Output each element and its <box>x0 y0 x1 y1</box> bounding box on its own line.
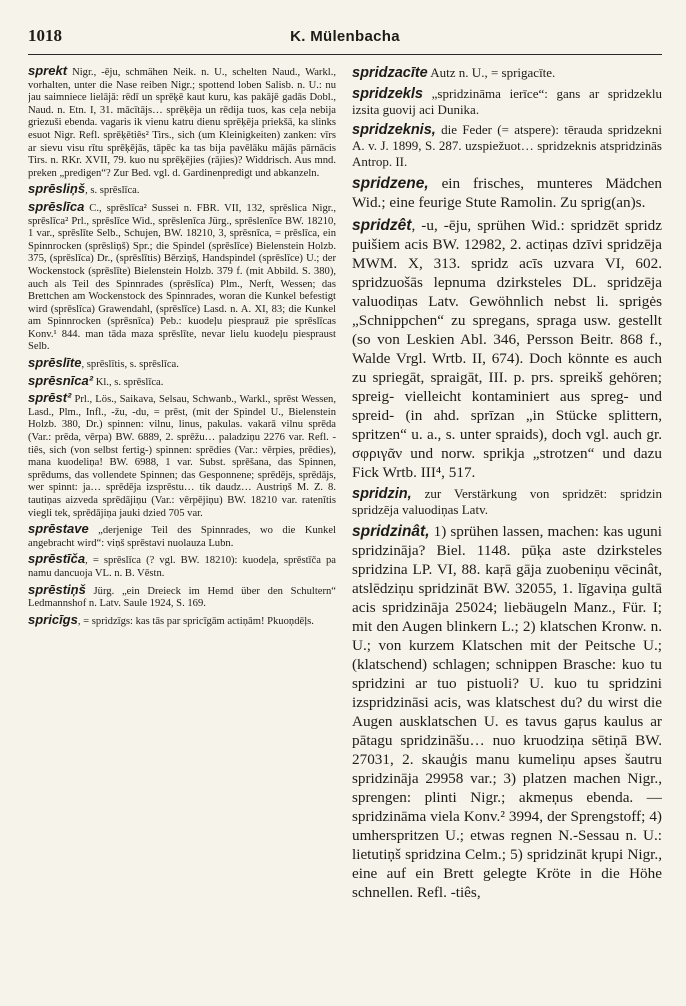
entry-body: , sprēslītis, s. sprēslīca. <box>81 359 179 371</box>
dictionary-entry <box>28 553 336 580</box>
entry-headword: sprēstave <box>28 521 89 537</box>
entry-headword: sprēslīca <box>28 198 85 214</box>
entry-headword: sprēstiņš <box>28 581 86 597</box>
entry-headword: spridzinât, <box>352 522 430 540</box>
entry-body: die Feder (= atspere): tērauda spridzekni A. v. J. 1899, S. 287. uzspiežuot… spridzeknis atspridzinās Antrop. II. <box>352 121 662 169</box>
right-column <box>352 65 662 1005</box>
entry-headword: spridzekls <box>352 85 423 102</box>
entry-headword: sprēslīte <box>28 355 82 371</box>
dictionary-entry <box>28 372 336 390</box>
dictionary-entry <box>352 122 662 170</box>
dictionary-entry <box>352 486 662 518</box>
dictionary-entry <box>28 392 336 520</box>
entry-body: Jürg. „ein Dreieck im Hemd über den Schultern“ Ledmannshof n. Latv. Saule 1924, S. 169. <box>28 585 336 610</box>
entry-headword: spridzacīte <box>352 65 428 81</box>
dictionary-entry <box>28 611 336 629</box>
entry-headword: sprekt <box>28 65 68 78</box>
entry-body: „spridzināma ierīce“: gans ar spridzeklu izsita guovij aci Dunika. <box>352 85 662 118</box>
entry-body: , = sprēslīca (? vgl. BW. 18210): kuodeļa, sprēstīča pa namu dancuoja VL. n. B. Vēstn. <box>28 555 336 579</box>
entry-body: Autz n. U., = sprigacīte. <box>427 65 556 80</box>
entry-headword: spridzêt <box>352 216 412 234</box>
entry-body: , -u, -ēju, sprühen Wid.: spridzēt spridz puišiem acis BW. 12982, 2. actiņas dzīvi spridzēja MWM. X, 313. spridz acīs uzvara VI, 602. spridzuošās lepnuma dzirksteles DL. spridzēja valuodiņas Latv. Gewöhnlich nebst li. sprigės „Schnippchen“ zu spregans, spraga usw. gestellt (so von Leskien Abl. 346, Persson Beitr. 868 f., Walde Vrgl. Wrtb. II, 674). Doch könnte es auch zu spriegāt, spraigāt, III. p. prs. spreikš gehören; spreig- vielleicht kontaminiert aus spreg- und spreid- (in ahd. sprīzan „in Stücke splittern, spritzen“ u. a., s. unter spraids), doch vgl. auch gr. σφριγᾶν und norw. sprikja „strotzen“ und dazu Fick Wrtb. III⁴, 517. <box>352 216 662 481</box>
dictionary-entry <box>28 357 336 372</box>
entry-body: C., sprēslīca² Sussei n. FBR. VII, 132, sprēslica Nigr., sprēslīca² Prl., sprēslīce Wid., sprēslenīca Jürg., sprēslenīce BW. 18210, 1 var., sprēslīte Selb., Schujen, BW. 18210, 3, sprēsnīca, = prēslīca, ein Spinnrocken (sprēsliņš) Spr.; die Spindel (sprēslīce) Bielenstein Holzb. 375, (sprēslīca) Dr., (sprēslītis) Bērziņš, Handspindel (sprēslīce) U.; der Wockenstock (sprēslīte) Bielenstein Holzb. 379 f. (mit Abbild. S. 380), auch als Teil des Spinnrades (sprēslīca) Plm., Nerft, Wessen; das Brettchen am Wockenstock des Spinnrades, woran die Kunkel befestigt wird (sprēslīca) Grawendahl, (sprēslīce) Lasd. n. A. XI, 83; die Kunkel am Spinnrocken (sprēsnīca) Peb.: kuodeļu piesprauž pie sprēslīcas Konv.¹ 844. man tāda maza sprēslīte, nevar lielu kuodeļu piespraust Selb. <box>28 202 336 353</box>
dictionary-entry <box>352 174 662 212</box>
entry-body: , s. sprēslīca. <box>85 185 140 197</box>
page-header <box>28 26 662 48</box>
entry-headword: spridzene, <box>352 174 429 192</box>
entry-headword: sprēsliņš <box>28 181 86 197</box>
entry-headword: sprēstīča <box>28 551 86 567</box>
page-number: 1018 <box>28 26 62 45</box>
dictionary-entry <box>28 523 336 550</box>
entry-headword: spricīgs <box>28 611 78 627</box>
entry-body: 1) sprühen lassen, machen: kas uguni spridzināja? Biel. 1148. pūķa aste dzirksteles spridzina LP. VI, 88. kaŗā gāja zuobeniņu vēcinât, atslēdziņu spridzināt BW. 32055, 1. līgaviņa gultā acis spridzināja 25024; liebäugeln Manz., Für. I; mit den Augen blinkern L.; 2) klatschen Kronw. n. U.; von kurzem Klatschen mit der Peitsche U.; (klatschend) schlagen; schnippen Brasche: kuo tu spridzini ar tuo pistuoli? U. kuo tu spridzini izspridzināsi acis, was klatschest du? du wirst die Augen ausklatschen U. es tavus gaŗus kaulus ar pātagu spridzināšu… nuo kruodziņa sētiņā BW. 27031, 2. skauģis manu kumeliņu apses šautru spridzināja 29958 var.; 3) platzen machen Nigr., sprengen: plinti Nigr.; akmeņus ebenda. — spridzināma viela Konv.² 3994, der Sprengstoff; 4) umherspritzen U.; etwas regnen N.-Sessau n. U.: lietutiņš spridzina Celm.; 5) spridzināt kŗupi Nigr., eine auf ein Brett gelegte Kröte in die Höhe schnellen. Refl. -tiês, <box>352 522 662 901</box>
dictionary-entry <box>28 65 336 180</box>
entry-headword: sprēsnīca² <box>28 372 94 388</box>
left-column <box>28 65 336 1005</box>
entry-headword: spridzeknis, <box>352 121 436 138</box>
text-columns <box>28 65 662 1005</box>
entry-body: Kl., s. sprēslīca. <box>93 376 164 388</box>
entry-body: , = spridzīgs: kas tās par spricīgām actiņām! Pkuoņdēļs. <box>77 615 314 627</box>
dictionary-entry <box>28 581 336 611</box>
dictionary-entry <box>352 522 662 902</box>
dictionary-entry <box>352 216 662 482</box>
dictionary-entry <box>28 183 336 198</box>
header-rule <box>28 54 662 55</box>
entry-headword: sprēst² <box>28 390 72 406</box>
entry-body: Prl., Lös., Saikava, Selsau, Schwanb., Warkl., sprēst Wessen, Lasd., Plm., Infl., -žu, -du, = prēst, (mit der Spindel U., Bielenstein Holzb. 380, Dr.) spinnen: vilnu, linus, pakulas. vakarā vilnu sprēda (Var.: prēda, vērpa) BW. 6889, 2. sprēžu… paladziņu 2276 var. Refl. -tiês, sich (von selbst fertig-) spinnen: sprēdies (Var.: vērpies, prēdies), mana kuodeliņa! BW. 6988, 1 var. Subst. sprēšana, das Spinnen, sprēdums, das vollendete Spinnen; das Gesponnene; sprēdējs, sprēdājs, wer spinnt: ja… sprēdēja izsprēstu… tik daudz… Austriņš M. Z. 8. tautiņas aizveda sprēdājiņu (Var.: vērpējiņu) BW. 18210 var. ratenītis viegli tek, sprēdājiņa jauki dzied 705 var. <box>28 394 336 519</box>
entry-body: ein frisches, munteres Mädchen Wid.; eine feurige Stute Ramolin. Zu sprig(an)s. <box>352 174 662 211</box>
entry-headword: spridzin, <box>352 485 412 502</box>
entry-body: Nigr., -ēju, schmähen Neik. n. U., schelten Naud., Warkl., vorhalten, unter die Nase reiben Nigr.; spottend loben Salisb. n. U.: nu jau saimniece lielājā: rēdī un sprēķē kaut kuru, kas pakājē gadās Dobl., Naud. n. Etn. I, 31. mācītājs… sprēķēja un rēdija tuos, kas ceļa nebija griezuši ebenda. vagaris ik vienu katru dienu sprēķēja priekšā, ka slinks esuot Nigr. Refl. sprēķētiês² Tirs., sich (um Kleinigkeiten) zanken: vīrs ar sievu visu rītu sprēķējās, tāpēc ka tas bija pavēlāku mājās pārnācis Tirs. n. RKr. XVII, 79. kuo nu sprēķējies (rājies)? Widdrisch. Aus mnd. preken „predigen“? Zur Bed. vgl. d. Gardinenpredigt und abkanzeln. <box>28 67 336 179</box>
entry-body: zur Verstärkung von spridzēt: spridzin spridzēja valuodiņas Latv. <box>352 485 662 518</box>
dictionary-entry <box>28 198 336 354</box>
running-title: K. Mülenbacha <box>290 28 400 45</box>
dictionary-entry <box>352 65 662 82</box>
entry-body: „derjenige Teil des Spinnrades, wo die Kunkel angebracht wird“: viņš sprēstavi nuolauza Lubn. <box>28 525 336 549</box>
dictionary-entry <box>352 86 662 118</box>
